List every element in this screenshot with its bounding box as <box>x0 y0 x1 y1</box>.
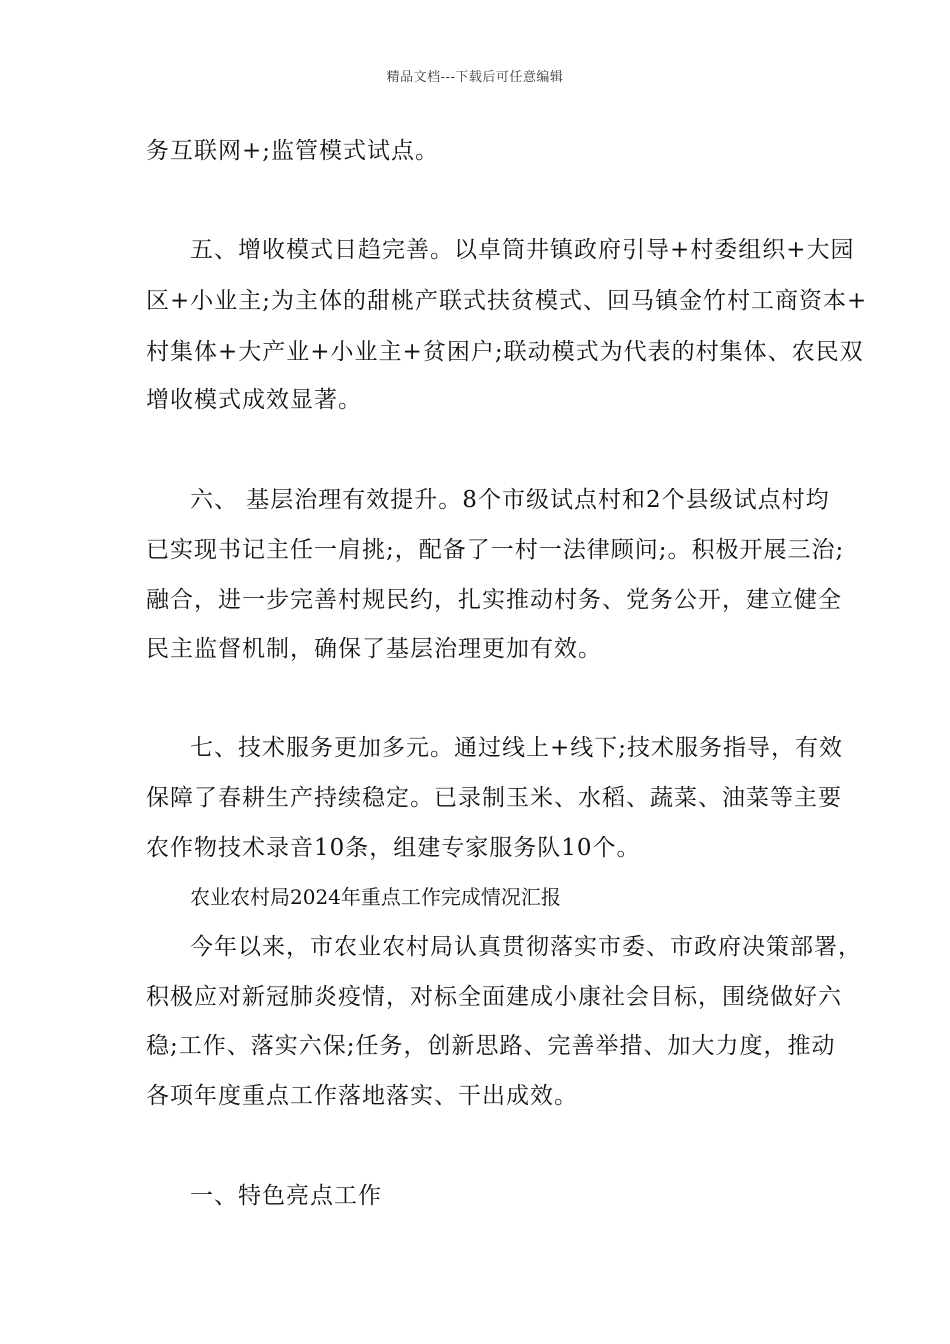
text-line: 村集体+大产业+小业主+贫困户;联动模式为代表的村集体、农民双 <box>146 339 864 365</box>
page-header: 精品文档---下载后可任意编辑 <box>386 70 564 85</box>
text-line: 五、增收模式日趋完善。以卓筒井镇政府引导+村委组织+大园 <box>190 237 855 263</box>
text-line: 融合，进一步完善村规民约，扎实推动村务、党务公开，建立健全 <box>146 587 842 613</box>
section-heading: 一、特色亮点工作 <box>190 1183 382 1209</box>
text-line: 稳;工作、落实六保;任务，创新思路、完善举措、加大力度，推动 <box>146 1033 836 1059</box>
text-line: 增收模式成效显著。 <box>146 387 362 413</box>
text-line: 六、 基层治理有效提升。8个市级试点村和2个县级试点村均 <box>190 487 830 513</box>
text-line: 已实现书记主任一肩挑;，配备了一村一法律顾问;。积极开展三治; <box>146 537 845 563</box>
text-line: 区+小业主;为主体的甜桃产联式扶贫模式、回马镇金竹村工商资本+ <box>146 288 868 314</box>
text-line: 民主监督机制，确保了基层治理更加有效。 <box>146 636 602 662</box>
text-line: 保障了春耕生产持续稳定。已录制玉米、水稻、蔬菜、油菜等主要 <box>146 785 842 811</box>
text-line: 各项年度重点工作落地落实、干出成效。 <box>146 1083 578 1109</box>
text-line: 务互联网+;监管模式试点。 <box>146 138 440 164</box>
text-line: 今年以来，市农业农村局认真贯彻落实市委、市政府决策部署， <box>190 934 862 960</box>
text-line: 农作物技术录音10条，组建专家服务队10个。 <box>146 835 641 861</box>
report-title: 农业农村局2024年重点工作完成情况汇报 <box>190 885 561 909</box>
text-line: 积极应对新冠肺炎疫情，对标全面建成小康社会目标，围绕做好六 <box>146 984 842 1010</box>
text-line: 七、技术服务更加多元。通过线上+线下;技术服务指导，有效 <box>190 735 844 761</box>
